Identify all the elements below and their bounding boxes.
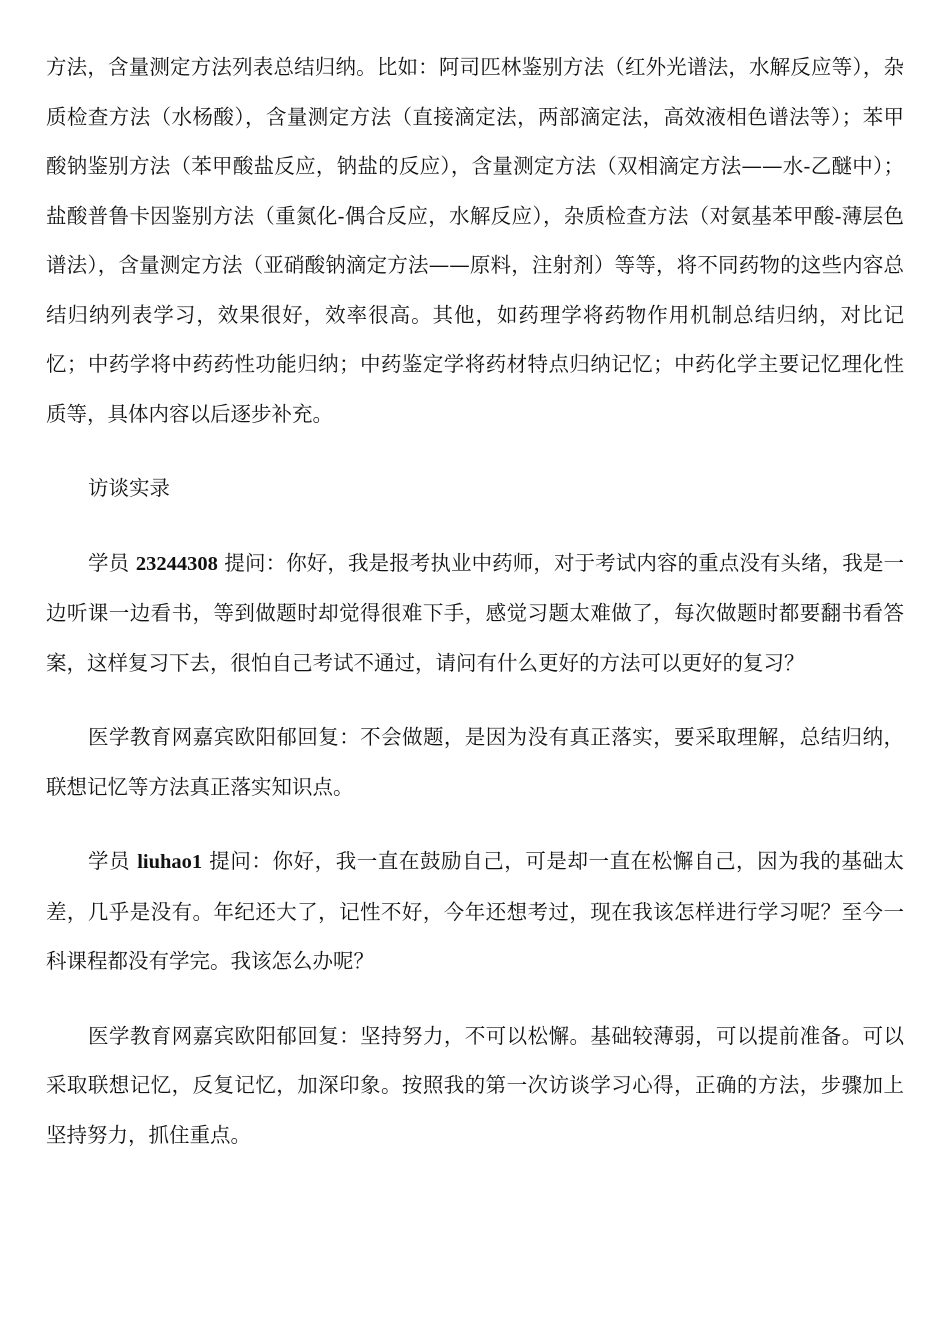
answer-1: 医学教育网嘉宾欧阳郁回复：不会做题，是因为没有真正落实，要采取理解，总结归纳，联想记忆等方法真正落实知识点。 (46, 725, 904, 799)
question-1-user: 23244308 (135, 552, 218, 575)
question-2 (46, 837, 904, 987)
question-2-user: liuhao1 (137, 851, 203, 873)
document-page (46, 43, 904, 1160)
question-2-text: 提问：你好，我一直在鼓励自己，可是却一直在松懈自己，因为我的基础太差，几乎是没有。年纪还大了，记性不好，今年还想考过，现在我该怎样进行学习呢？至今一科课程都没有学完。我该怎么办呢？ (46, 849, 904, 973)
question-1 (46, 539, 904, 689)
answer-2: 医学教育网嘉宾欧阳郁回复：坚持努力，不可以松懈。基础较薄弱，可以提前准备。可以采取联想记忆，反复记忆，加深印象。按照我的第一次访谈学习心得，正确的方法，步骤加上坚持努力，抓住重点。 (46, 1023, 904, 1147)
paragraph-method-summary: 方法，含量测定方法列表总结归纳。比如：阿司匹林鉴别方法（红外光谱法，水解反应等），杂质检查方法（水杨酸），含量测定方法（直接滴定法，两部滴定法，高效液相色谱法等）；苯甲酸钠鉴别方法（苯甲酸盐反应，钠盐的反应），含量测定方法（双相滴定方法——水-乙醚中）；盐酸普鲁卡因鉴别方法（重氮化-偶合反应，水解反应），杂质检查方法（对氨基苯甲酸-薄层色谱法），含量测定方法（亚硝酸钠滴定方法——原料，注射剂）等等，将不同药物的这些内容总结归纳列表学习，效果很好，效率很高。其他，如药理学将药物作用机制总结归纳，对比记忆；中药学将中药药性功能归纳；中药鉴定学将药材特点归纳记忆；中药化学主要记忆理化性质等，具体内容以后逐步补充。 (46, 55, 904, 426)
section-title: 访谈实录 (88, 476, 170, 500)
question-1-prefix: 学员 (88, 550, 136, 575)
question-1-text: 提问：你好，我是报考执业中药师，对于考试内容的重点没有头绪，我是一边听课一边看书，等到做题时却觉得很难下手，感觉习题太难做了，每次做题时都要翻书看答案，这样复习下去，很怕自己考试不通过，请问有什么更好的方法可以更好的复习？ (46, 550, 904, 675)
question-2-prefix: 学员 (88, 849, 138, 873)
